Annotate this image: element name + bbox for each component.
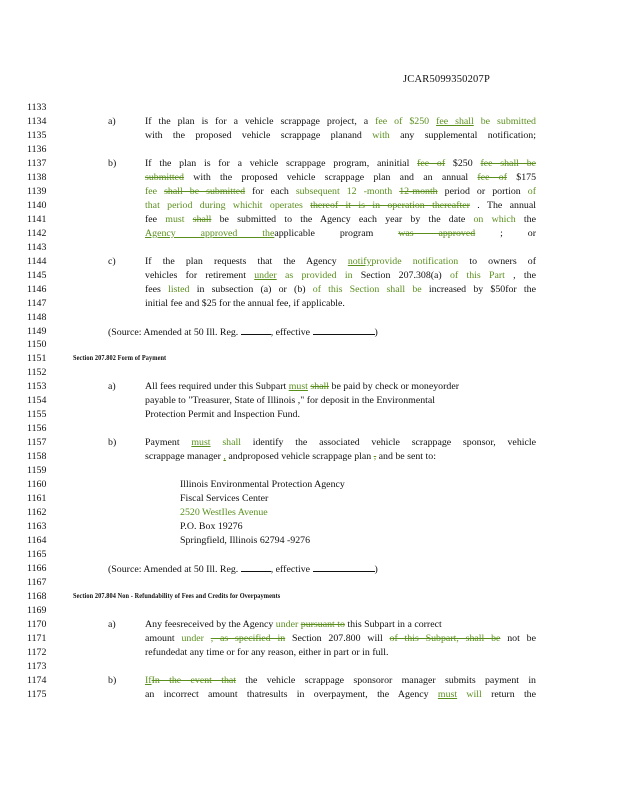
text-run: Fiscal Services Center <box>180 493 269 505</box>
text-run: will <box>466 688 482 700</box>
text-run: fee shall be <box>480 157 537 169</box>
line-number: 1168 <box>27 590 47 602</box>
paragraph-text <box>145 646 536 660</box>
line-number: 1154 <box>27 395 47 407</box>
paragraph-text <box>145 199 536 213</box>
blank-field <box>313 325 375 335</box>
subsection-label: b) <box>108 157 117 169</box>
line-number: 1173 <box>27 660 47 672</box>
text-run: return the <box>481 688 537 700</box>
text-run: submitted <box>145 171 184 183</box>
line-number: 1147 <box>27 297 47 309</box>
document-line <box>0 185 618 199</box>
text-run: 2520 WestIles Avenue <box>180 507 268 519</box>
text-run: payable to "Treasurer, State of Illinois ," for deposit in the Environmental <box>145 395 436 407</box>
text-run: on which <box>473 213 516 225</box>
paragraph-text <box>145 185 536 199</box>
text-run: If <box>145 674 152 686</box>
line-number: 1142 <box>27 227 47 239</box>
line-number: 1141 <box>27 213 47 225</box>
paragraph-text <box>145 450 536 464</box>
line-number: 1169 <box>27 604 47 616</box>
document-line <box>0 199 618 213</box>
document-line <box>0 338 618 352</box>
subsection-label: a) <box>108 618 116 630</box>
address-line <box>180 534 310 548</box>
text-run: fee shall <box>436 115 474 127</box>
text-run: must <box>288 381 308 393</box>
document-body <box>0 101 618 702</box>
text-run: shall be submitted <box>164 185 246 197</box>
text-run: fee <box>145 213 166 225</box>
text-run: with <box>372 129 390 141</box>
text-run: Illinois Environmental Protection Agency <box>180 479 345 491</box>
text-run: be paid by check or moneyorder <box>329 381 460 393</box>
line-number: 1159 <box>27 465 47 477</box>
text-run: , as specified in <box>210 632 286 644</box>
text-run: fee of $250 <box>375 115 437 127</box>
source-mid: , effective <box>270 563 313 575</box>
paragraph-text <box>145 297 536 311</box>
line-number: 1150 <box>27 339 47 351</box>
text-run: shall <box>192 213 212 225</box>
text-run: If the plan is for a vehicle scrappage project, a <box>145 115 376 127</box>
text-run: under <box>181 632 204 644</box>
paragraph-text <box>145 618 536 632</box>
text-run: period or portion <box>437 185 528 197</box>
document-line <box>0 450 618 464</box>
text-run: In the event that <box>151 674 237 686</box>
text-run: under <box>254 269 277 281</box>
source-note <box>108 562 378 577</box>
line-number: 1135 <box>27 129 47 141</box>
source-mid: , effective <box>270 326 313 338</box>
text-run: ; or <box>475 227 536 239</box>
address-line <box>180 520 243 534</box>
text-run: scrappage manager <box>145 451 224 463</box>
text-run: fees <box>145 283 169 295</box>
text-run: Any feesreceived by the Agency <box>145 618 276 630</box>
line-number: 1136 <box>27 143 47 155</box>
document-line <box>0 311 618 325</box>
document-line <box>0 241 618 255</box>
source-prefix: (Source: Amended at 50 Ill. Reg. <box>108 326 241 338</box>
line-number: 1166 <box>27 562 47 574</box>
text-run: Section 207.800 will <box>285 632 390 644</box>
document-line <box>0 436 618 450</box>
line-number: 1148 <box>27 311 47 323</box>
document-line <box>0 688 618 702</box>
text-run: andproposed vehicle scrappage plan <box>225 451 374 463</box>
text-run: any supplemental notification; <box>389 129 536 141</box>
line-number: 1170 <box>27 618 47 630</box>
paragraph-text <box>145 227 536 241</box>
text-run: vehicles for retirement <box>145 269 255 281</box>
line-number: 1175 <box>27 688 47 700</box>
text-run: 12-month <box>399 185 438 197</box>
document-line <box>0 520 618 534</box>
paragraph-text <box>145 115 536 129</box>
document-line <box>0 352 618 366</box>
line-number: 1151 <box>27 353 47 365</box>
text-run: refundedat any time or for any reason, either in part or in full. <box>145 646 389 658</box>
document-line <box>0 548 618 562</box>
paragraph-text <box>145 213 536 227</box>
blank-field <box>313 562 375 572</box>
line-number: 1160 <box>27 479 47 491</box>
text-run: the vehicle scrappage sponsoror manager submits payment in <box>236 674 536 686</box>
document-line <box>0 297 618 311</box>
paragraph-text <box>145 255 536 269</box>
document-line <box>0 478 618 492</box>
line-number: 1145 <box>27 269 47 281</box>
document-line <box>0 129 618 143</box>
document-line <box>0 171 618 185</box>
line-number: 1143 <box>27 241 47 253</box>
paragraph-text <box>145 129 536 143</box>
paragraph-text <box>145 380 536 394</box>
text-run: increased by $50for the <box>421 283 536 295</box>
subsection-label: a) <box>108 381 116 393</box>
text-run: must <box>437 688 458 700</box>
text-run <box>204 633 211 644</box>
text-run: , <box>373 451 377 463</box>
blank-field <box>241 325 271 335</box>
line-number: 1164 <box>27 535 47 547</box>
document-line <box>0 283 618 297</box>
source-suffix: ) <box>374 563 378 575</box>
line-number: 1172 <box>27 646 47 658</box>
document-line <box>0 422 618 436</box>
text-run: of <box>527 185 536 197</box>
text-run: applicable program <box>274 227 399 239</box>
document-line <box>0 534 618 548</box>
text-run: shall <box>222 437 241 449</box>
line-number: 1171 <box>27 632 47 644</box>
paragraph-text <box>145 632 536 646</box>
text-run: with the proposed vehicle scrappage planand <box>145 129 373 141</box>
text-run: P.O. Box 19276 <box>180 521 243 533</box>
text-run: as provided in <box>276 269 353 281</box>
text-run: to owners of <box>458 255 536 267</box>
text-run: with the proposed vehicle scrappage plan and an annual <box>183 171 478 183</box>
text-run: shall <box>310 381 330 393</box>
address-line <box>180 492 268 506</box>
document-line <box>0 632 618 646</box>
text-run: identify the associated vehicle scrappage sponsor, vehicle <box>240 437 537 449</box>
document-line <box>0 394 618 408</box>
text-run: not be <box>500 632 536 644</box>
text-run: , <box>223 451 226 463</box>
text-run: thereof it is in operation thereafter <box>310 199 470 211</box>
text-run: pursuant to <box>300 618 345 630</box>
text-run: be submitted to the Agency each year by the date <box>211 213 474 225</box>
document-line <box>0 618 618 632</box>
document-line <box>0 660 618 674</box>
text-run: amount <box>145 632 182 644</box>
address-line <box>180 506 268 520</box>
text-run: the <box>515 213 536 225</box>
text-run: of this Subpart, shall be <box>389 632 501 644</box>
document-line <box>0 366 618 380</box>
line-number: 1149 <box>27 325 47 337</box>
text-run: fee of <box>477 171 507 183</box>
text-run: be submitted <box>473 115 536 127</box>
text-run: under <box>275 618 299 630</box>
document-line <box>0 213 618 227</box>
line-number: 1161 <box>27 493 47 505</box>
line-number: 1134 <box>27 115 47 127</box>
document-line <box>0 325 618 339</box>
line-number: 1163 <box>27 521 47 533</box>
line-number: 1140 <box>27 199 47 211</box>
document-line <box>0 380 618 394</box>
text-run: Payment <box>145 437 192 449</box>
document-line <box>0 408 618 422</box>
document-line <box>0 157 618 171</box>
source-suffix: ) <box>374 326 378 338</box>
text-run: listed <box>168 283 190 295</box>
document-line <box>0 115 618 129</box>
source-note <box>108 325 378 340</box>
text-run: of this Section <box>312 283 380 295</box>
document-line <box>0 604 618 618</box>
paragraph-text <box>145 283 536 297</box>
line-number: 1162 <box>27 507 47 519</box>
text-run: provide notification <box>371 255 459 267</box>
subsection-label: b) <box>108 674 117 686</box>
line-number: 1174 <box>27 674 47 686</box>
text-run: an incorrect amount thatresults in overpayment, the Agency <box>145 688 438 700</box>
text-run: for each <box>245 185 296 197</box>
text-run: If the plan requests that the Agency <box>145 255 348 267</box>
document-id: JCAR5099350207P <box>402 74 490 85</box>
line-number: 1153 <box>27 381 47 393</box>
subsection-label: a) <box>108 115 116 127</box>
line-number: 1167 <box>27 576 47 588</box>
document-line <box>0 227 618 241</box>
text-run: initial fee and $25 for the annual fee, if applicable. <box>145 297 345 309</box>
text-run <box>457 689 466 700</box>
document-line <box>0 576 618 590</box>
line-number: 1144 <box>27 255 47 267</box>
line-number: 1137 <box>27 157 47 169</box>
line-number: 1152 <box>27 367 47 379</box>
document-line <box>0 646 618 660</box>
text-run: Springfield, Illinois 62794 -9276 <box>180 535 311 547</box>
paragraph-text <box>145 674 536 688</box>
blank-field <box>241 562 271 572</box>
text-run: must <box>165 213 185 225</box>
text-run: fee <box>145 185 165 197</box>
paragraph-text <box>145 408 536 422</box>
text-run: of this Part <box>449 269 505 281</box>
text-run: was approved <box>398 227 476 239</box>
document-line <box>0 101 618 115</box>
text-run: $175 <box>506 171 537 183</box>
document-line <box>0 506 618 520</box>
line-number: 1156 <box>27 423 47 435</box>
line-number: 1133 <box>27 102 47 113</box>
text-run: Protection Permit and Inspection Fund. <box>145 409 300 421</box>
text-run: If the plan is for a vehicle scrappage program, aninitial <box>145 157 418 169</box>
line-number: 1158 <box>27 451 47 463</box>
text-run: subsequent 12 -month <box>295 185 400 197</box>
line-number: 1138 <box>27 171 47 183</box>
text-run <box>185 214 193 225</box>
text-run: that period during whichit operates <box>145 199 311 211</box>
paragraph-text <box>145 157 536 171</box>
text-run: $250 <box>445 157 481 169</box>
text-run: shall be <box>386 283 422 295</box>
paragraph-text <box>145 269 536 283</box>
text-run: Section 207.308(a) <box>352 269 450 281</box>
section-heading: Section 207.804 Non - Refundability of Fees and Credits for Overpayments <box>73 591 281 600</box>
subsection-label: b) <box>108 437 117 449</box>
document-line <box>0 255 618 269</box>
document-line <box>0 464 618 478</box>
document-line <box>0 674 618 688</box>
paragraph-text <box>145 171 536 185</box>
text-run: in subsection (a) or (b) <box>189 283 313 295</box>
line-number: 1139 <box>27 185 47 197</box>
text-run: this Subpart in a correct <box>344 618 442 630</box>
line-number: 1157 <box>27 437 47 449</box>
text-run: , the <box>504 269 536 281</box>
document-line <box>0 492 618 506</box>
document-line <box>0 590 618 604</box>
section-heading: Section 207.802 Form of Payment <box>73 354 167 363</box>
paragraph-text <box>145 394 536 408</box>
text-run: fee of <box>417 157 446 169</box>
text-run: and be sent to: <box>376 451 436 463</box>
text-run: Agency approved the <box>145 227 275 239</box>
text-run <box>211 437 223 448</box>
text-run: must <box>191 437 211 449</box>
text-run: All fees required under this Subpart <box>145 381 289 393</box>
document-line <box>0 269 618 283</box>
line-number: 1146 <box>27 283 47 295</box>
paragraph-text <box>145 688 536 702</box>
document-line <box>0 562 618 576</box>
address-line <box>180 478 345 492</box>
line-number: 1165 <box>27 549 47 560</box>
line-number: 1155 <box>27 409 47 421</box>
subsection-label: c) <box>108 255 116 267</box>
text-run: . The annual <box>469 199 536 211</box>
document-line <box>0 143 618 157</box>
text-run: notify <box>347 255 372 267</box>
paragraph-text <box>145 436 536 450</box>
source-prefix: (Source: Amended at 50 Ill. Reg. <box>108 563 241 575</box>
